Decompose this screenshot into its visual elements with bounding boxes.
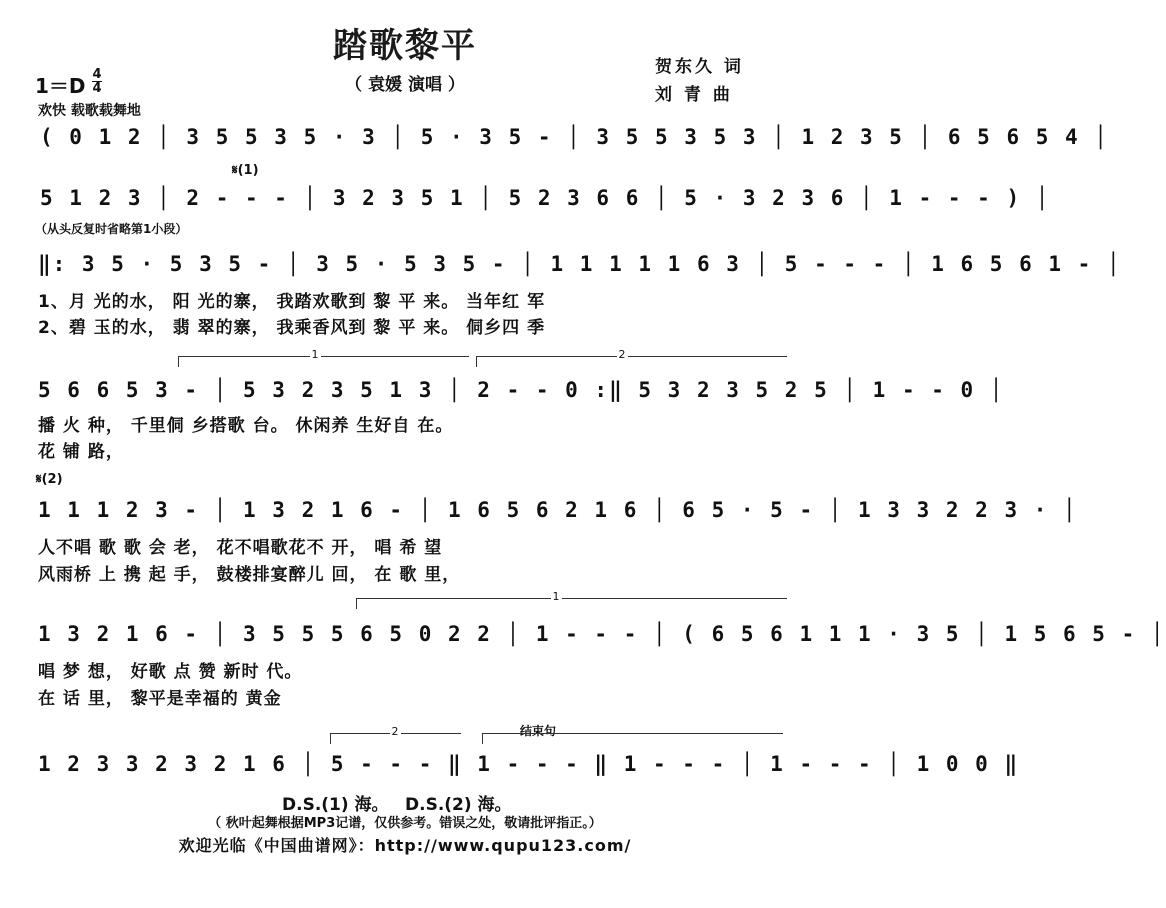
lyrics-line-4-verse-2: 花 铺 路， (38, 442, 124, 462)
ds-1-marking: D.S.(1) 海。 (282, 795, 389, 815)
ds-2-marking: D.S.(2) 海。 (405, 795, 512, 815)
lyrics-line-5-verse-1: 人不唱 歌 歌 会 老， 花不唱歌花不 开， 唱 希 望 (38, 538, 443, 558)
score-line-6: 1 3 2 1 6 - │ 3 5 5 5 6 5 0 2 2 │ 1 - - - │ ( 6 5 6 1 1 1 · 3 5 │ 1 5 6 5 - │ (38, 622, 1166, 646)
key-signature: 1＝D (35, 74, 86, 98)
volta-bracket-2 (476, 348, 787, 367)
score-line-1: ( 0 1 2 │ 3 5 5 3 5 · 3 │ 5 · 3 5 - │ 3 5 5 3 5 3 │ 1 2 3 5 │ 6 5 6 5 4 │ (40, 125, 1109, 149)
ending-bracket (482, 733, 783, 744)
transcriber-note: （ 秋叶起舞根据MP3记谱，仅供参考。错误之处，敬请批评指正。） (208, 816, 602, 831)
composer-credit: 刘 青 曲 (655, 85, 733, 105)
volta-bracket-line-7 (330, 725, 461, 744)
lyrics-line-5-verse-2: 风雨桥 上 携 起 手， 鼓楼排宴醉儿 回， 在 歌 里， (38, 565, 461, 585)
lyrics-line-6-verse-2: 在 话 里， 黎平是幸福的 黄金 (38, 689, 282, 709)
lyrics-line-6-verse-1: 唱 梦 想， 好歌 点 赞 新时 代。 (38, 662, 303, 682)
lyrics-line-3-verse-1: 1、月 光的水， 阳 光的寨， 我踏欢歌到 黎 平 来。 当年红 军 (38, 292, 546, 312)
time-signature-top: 4 (92, 67, 102, 82)
volta-line-6-label: 1 (552, 590, 560, 603)
tempo-marking: 欢快 载歌载舞地 (38, 103, 141, 119)
volta-bracket-1 (178, 348, 469, 367)
lyrics-line-4-verse-1: 播 火 种， 千里侗 乡搭歌 台。 休闲养 生好自 在。 (38, 416, 454, 436)
volta-2-label: 2 (618, 348, 626, 361)
volta-1-label: 1 (311, 348, 319, 361)
segno-1: 𝄋(1) (232, 163, 259, 178)
time-signature (92, 68, 102, 95)
score-line-4: 5 6 6 5 3 - │ 5 3 2 3 5 1 3 │ 2 - - 0 :‖ 5 3 2 3 5 2 5 │ 1 - - 0 │ (38, 378, 1005, 402)
time-signature-bottom: 4 (92, 81, 102, 96)
volta-bracket-line-6 (356, 590, 787, 609)
lyricist-credit: 贺东久 词 (655, 57, 744, 77)
score-line-5: 1 1 1 2 3 - │ 1 3 2 1 6 - │ 1 6 5 6 2 1 6 │ 6 5 · 5 - │ 1 3 3 2 2 3 · │ (38, 498, 1078, 522)
singer-credit: （ 袁媛 演唱 ） (345, 75, 465, 95)
website-credit: 欢迎光临《中国曲谱网》：http://www.qupu123.com/ (178, 836, 632, 855)
ending-label: 结束句 (520, 724, 557, 738)
lyrics-line-3-verse-2: 2、碧 玉的水， 翡 翠的寨， 我乘香风到 黎 平 来。 侗乡四 季 (38, 318, 546, 338)
song-title: 踏歌黎平 (333, 26, 477, 66)
volta-line-7-label: 2 (391, 725, 399, 738)
segno-2: 𝄋(2) (36, 472, 63, 487)
score-line-7: 1 2 3 3 2 3 2 1 6 │ 5 - - - ‖ 1 - - - ‖ 1 - - - │ 1 - - - │ 1 0 0 ‖ (38, 752, 1020, 776)
score-line-3: ‖: 3 5 · 5 3 5 - │ 3 5 · 5 3 5 - │ 1 1 1 1 1 6 3 │ 5 - - - │ 1 6 5 6 1 - │ (38, 252, 1122, 276)
repeat-note: （从头反复时省略第1小段） (35, 222, 188, 236)
score-line-2: 5 1 2 3 │ 2 - - - │ 3 2 3 5 1 │ 5 2 3 6 6 │ 5 · 3 2 3 6 │ 1 - - - ) │ (40, 186, 1051, 210)
